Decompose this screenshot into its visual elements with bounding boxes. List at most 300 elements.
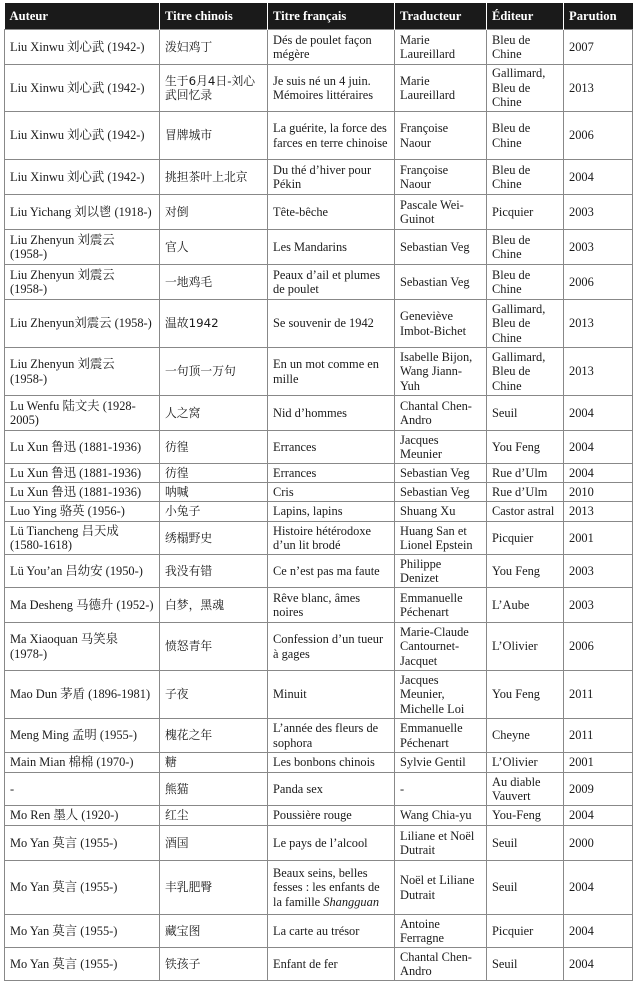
table-body xyxy=(5,30,633,981)
cell-text: Chantal Chen-Andro xyxy=(400,398,472,427)
header-editeur: Éditeur xyxy=(487,3,564,30)
cell-text: 人之窝 xyxy=(165,405,201,420)
cell-text: Gallimard, Bleu de Chine xyxy=(492,349,546,393)
cell-traducteur xyxy=(395,522,487,555)
cell-text: Le pays de l’alcool xyxy=(273,835,368,850)
cell-text: Je suis né un 4 juin. Mémoires littéraires xyxy=(273,73,374,102)
cell-text: 一地鸡毛 xyxy=(165,274,213,289)
cell-text: Confession d’un tueur à gages xyxy=(273,632,384,661)
cell-titre-chinois xyxy=(160,522,268,555)
cell-text: 丰乳肥臀 xyxy=(165,880,213,895)
cell-text: Sebastian Veg xyxy=(400,465,470,480)
table-row xyxy=(5,719,633,753)
cell-editeur xyxy=(487,483,564,502)
cell-text: Mo Yan 莫言 (1955-) xyxy=(10,923,118,938)
cell-traducteur xyxy=(395,555,487,588)
cell-auteur xyxy=(5,502,160,522)
cell-text: Antoine Ferragne xyxy=(400,916,445,945)
cell-auteur xyxy=(5,265,160,300)
cell-text: Bleu de Chine xyxy=(492,232,531,261)
table-row xyxy=(5,623,633,671)
cell-text: You-Feng xyxy=(492,808,542,823)
cell-text: 2009 xyxy=(569,781,594,796)
cell-text: Liu Xinwu 刘心武 (1942-) xyxy=(10,128,145,143)
cell-editeur xyxy=(487,623,564,671)
cell-parution xyxy=(564,265,633,300)
table-row xyxy=(5,555,633,588)
cell-titre-chinois xyxy=(160,396,268,431)
cell-text: Rue d’Ulm xyxy=(492,484,548,499)
cell-auteur xyxy=(5,861,160,915)
cell-traducteur xyxy=(395,502,487,522)
cell-text: 2004 xyxy=(569,808,594,823)
cell-text: Errances xyxy=(273,439,317,454)
cell-text: 生于6月4日-刘心武回忆录 xyxy=(165,73,256,102)
cell-text: Noël et Liliane Dutrait xyxy=(400,873,475,902)
table-row xyxy=(5,300,633,348)
cell-text: Mo Yan 莫言 (1955-) xyxy=(10,880,118,895)
cell-auteur xyxy=(5,671,160,719)
cell-text: You Feng xyxy=(492,563,540,578)
cell-auteur xyxy=(5,522,160,555)
cell-text: 2004 xyxy=(569,465,594,480)
cell-text: 糖 xyxy=(165,755,177,770)
table-header xyxy=(5,3,633,30)
cell-text: 彷徨 xyxy=(165,439,189,454)
cell-text: Seuil xyxy=(492,835,518,850)
cell-text: Emmanuelle Péchenart xyxy=(400,590,463,619)
table-row xyxy=(5,265,633,300)
cell-text: Luo Ying 骆英 (1956-) xyxy=(10,504,125,519)
cell-titre-chinois xyxy=(160,719,268,753)
cell-editeur xyxy=(487,502,564,522)
header-titre-francais: Titre français xyxy=(268,3,395,30)
cell-parution xyxy=(564,464,633,483)
cell-editeur xyxy=(487,431,564,464)
cell-traducteur xyxy=(395,30,487,65)
cell-traducteur xyxy=(395,915,487,948)
translations-table xyxy=(4,3,633,981)
cell-text: 2013 xyxy=(569,80,594,95)
cell-text: Au diable Vauvert xyxy=(492,774,541,803)
cell-traducteur xyxy=(395,195,487,230)
table-row xyxy=(5,522,633,555)
cell-traducteur xyxy=(395,300,487,348)
table-row xyxy=(5,502,633,522)
table-row xyxy=(5,230,633,265)
cell-traducteur xyxy=(395,265,487,300)
cell-text: Mo Ren 墨人 (1920-) xyxy=(10,808,119,823)
cell-text: 2001 xyxy=(569,755,594,770)
cell-auteur xyxy=(5,623,160,671)
cell-text: You Feng xyxy=(492,687,540,702)
cell-text: 2013 xyxy=(569,504,594,519)
cell-auteur xyxy=(5,348,160,396)
cell-auteur xyxy=(5,806,160,826)
cell-text: Ma Desheng 马德升 (1952-) xyxy=(10,597,154,612)
cell-titre-francais xyxy=(268,195,395,230)
cell-text: La carte au trésor xyxy=(273,923,360,938)
cell-editeur xyxy=(487,806,564,826)
cell-parution xyxy=(564,588,633,623)
cell-text: Jacques Meunier, Michelle Loi xyxy=(400,672,465,716)
cell-editeur xyxy=(487,915,564,948)
cell-parution xyxy=(564,522,633,555)
cell-text: Seuil xyxy=(492,956,518,971)
table-row xyxy=(5,112,633,160)
cell-text: 2004 xyxy=(569,956,594,971)
cell-editeur xyxy=(487,719,564,753)
cell-auteur xyxy=(5,915,160,948)
cell-editeur xyxy=(487,773,564,806)
cell-text: En un mot comme en mille xyxy=(273,357,379,386)
cell-text: Lu Xun 鲁迅 (1881-1936) xyxy=(10,484,142,499)
cell-text: 红尘 xyxy=(165,808,189,823)
cell-titre-francais xyxy=(268,112,395,160)
cell-text: Marie Laureillard xyxy=(400,73,456,102)
cell-text: Minuit xyxy=(273,687,307,702)
cell-parution xyxy=(564,160,633,195)
table-row xyxy=(5,948,633,981)
table-row xyxy=(5,915,633,948)
cell-text: 我没有错 xyxy=(165,563,213,578)
cell-text: Lü Tiancheng 吕天成 (1580-1618) xyxy=(10,523,119,552)
cell-text: - xyxy=(10,781,15,796)
cell-text: Marie Laureillard xyxy=(400,32,456,61)
cell-auteur xyxy=(5,588,160,623)
cell-titre-francais xyxy=(268,483,395,502)
cell-text: 2003 xyxy=(569,239,594,254)
cell-titre-chinois xyxy=(160,230,268,265)
cell-text: 2013 xyxy=(569,364,594,379)
cell-text: 愤怒青年 xyxy=(165,639,213,654)
cell-titre-francais xyxy=(268,65,395,112)
cell-text: Seuil xyxy=(492,405,518,420)
cell-text: Chantal Chen-Andro xyxy=(400,949,472,978)
cell-text: Picquier xyxy=(492,204,534,219)
cell-editeur xyxy=(487,671,564,719)
table-row xyxy=(5,806,633,826)
cell-titre-chinois xyxy=(160,671,268,719)
cell-text: Liu Zhenyun 刘震云 (1958-) xyxy=(10,357,115,386)
cell-text: Castor astral xyxy=(492,504,555,519)
cell-text: 2004 xyxy=(569,923,594,938)
cell-auteur xyxy=(5,431,160,464)
cell-titre-francais xyxy=(268,160,395,195)
cell-parution xyxy=(564,671,633,719)
cell-auteur xyxy=(5,555,160,588)
cell-titre-chinois xyxy=(160,112,268,160)
header-auteur: Auteur xyxy=(5,3,160,30)
cell-traducteur xyxy=(395,348,487,396)
cell-text: Ma Xiaoquan 马笑泉 (1978-) xyxy=(10,632,119,661)
cell-text: Peaux d’ail et plumes de poulet xyxy=(273,267,381,296)
cell-traducteur xyxy=(395,483,487,502)
cell-parution xyxy=(564,753,633,773)
cell-editeur xyxy=(487,65,564,112)
cell-titre-francais xyxy=(268,753,395,773)
cell-parution xyxy=(564,483,633,502)
cell-titre-chinois xyxy=(160,65,268,112)
cell-text: You Feng xyxy=(492,439,540,454)
cell-auteur xyxy=(5,773,160,806)
cell-text: 绣榻野史 xyxy=(165,530,213,545)
cell-titre-chinois xyxy=(160,806,268,826)
cell-editeur xyxy=(487,160,564,195)
cell-text: 2004 xyxy=(569,169,594,184)
table-row xyxy=(5,348,633,396)
cell-titre-francais xyxy=(268,861,395,915)
cell-text: 2004 xyxy=(569,405,594,420)
cell-editeur xyxy=(487,112,564,160)
cell-text: 2006 xyxy=(569,639,594,654)
cell-text: 一句顶一万句 xyxy=(165,364,236,379)
cell-text: Shuang Xu xyxy=(400,504,456,519)
cell-text: Mo Yan 莫言 (1955-) xyxy=(10,835,118,850)
table-row xyxy=(5,396,633,431)
cell-editeur xyxy=(487,348,564,396)
cell-text: Liu Zhenyun刘震云 (1958-) xyxy=(10,316,152,331)
cell-text: Mao Dun 茅盾 (1896-1981) xyxy=(10,687,151,702)
cell-text: Enfant de fer xyxy=(273,956,338,971)
cell-text: 2004 xyxy=(569,439,594,454)
cell-parution xyxy=(564,230,633,265)
cell-text: 2006 xyxy=(569,128,594,143)
cell-editeur xyxy=(487,195,564,230)
cell-titre-chinois xyxy=(160,623,268,671)
cell-text: Lapins, lapins xyxy=(273,504,343,519)
cell-text: 挑担茶叶上北京 xyxy=(165,169,248,184)
cell-titre-francais xyxy=(268,230,395,265)
cell-titre-chinois xyxy=(160,431,268,464)
cell-titre-francais xyxy=(268,588,395,623)
cell-editeur xyxy=(487,753,564,773)
cell-text: L’Olivier xyxy=(492,755,538,770)
cell-text: L’Olivier xyxy=(492,639,538,654)
cell-text: 2003 xyxy=(569,204,594,219)
cell-auteur xyxy=(5,160,160,195)
cell-parution xyxy=(564,195,633,230)
cell-parution xyxy=(564,300,633,348)
cell-text: 藏宝图 xyxy=(165,923,201,938)
table-row xyxy=(5,30,633,65)
cell-auteur xyxy=(5,230,160,265)
cell-auteur xyxy=(5,396,160,431)
cell-text: Bleu de Chine xyxy=(492,162,531,191)
cell-text: Isabelle Bijon, Wang Jiann-Yuh xyxy=(400,349,473,393)
cell-titre-chinois xyxy=(160,160,268,195)
cell-traducteur xyxy=(395,861,487,915)
cell-text: 冒牌城市 xyxy=(165,128,213,143)
cell-titre-francais xyxy=(268,719,395,753)
cell-editeur xyxy=(487,300,564,348)
cell-titre-francais xyxy=(268,671,395,719)
cell-text: 槐花之年 xyxy=(165,728,213,743)
cell-titre-francais xyxy=(268,915,395,948)
cell-traducteur xyxy=(395,588,487,623)
cell-text: 2007 xyxy=(569,39,594,54)
cell-auteur xyxy=(5,30,160,65)
cell-parution xyxy=(564,348,633,396)
cell-parution xyxy=(564,773,633,806)
cell-titre-chinois xyxy=(160,300,268,348)
cell-parution xyxy=(564,112,633,160)
cell-titre-francais xyxy=(268,464,395,483)
cell-traducteur xyxy=(395,230,487,265)
cell-text: L’année des fleurs de sophora xyxy=(273,721,379,750)
cell-auteur xyxy=(5,300,160,348)
cell-text: 泼妇鸡丁 xyxy=(165,39,213,54)
cell-auteur xyxy=(5,112,160,160)
table-row xyxy=(5,753,633,773)
cell-text: Sebastian Veg xyxy=(400,484,470,499)
cell-titre-chinois xyxy=(160,30,268,65)
cell-text: Bleu de Chine xyxy=(492,121,531,150)
cell-parution xyxy=(564,431,633,464)
cell-text: 呐喊 xyxy=(165,484,189,499)
cell-text: 熊猫 xyxy=(165,781,189,796)
cell-traducteur xyxy=(395,753,487,773)
cell-text: Rue d’Ulm xyxy=(492,465,548,480)
cell-text: 2000 xyxy=(569,835,594,850)
cell-titre-francais xyxy=(268,265,395,300)
cell-text: Dés de poulet façon mégère xyxy=(273,32,372,61)
cell-traducteur xyxy=(395,623,487,671)
cell-titre-francais xyxy=(268,806,395,826)
cell-auteur xyxy=(5,826,160,861)
cell-titre-chinois xyxy=(160,588,268,623)
cell-text: 2001 xyxy=(569,530,594,545)
cell-traducteur xyxy=(395,431,487,464)
cell-text: 小兔子 xyxy=(165,504,201,519)
cell-text: 子夜 xyxy=(165,687,189,702)
table-row xyxy=(5,65,633,112)
cell-editeur xyxy=(487,555,564,588)
cell-parution xyxy=(564,861,633,915)
cell-text: Sylvie Gentil xyxy=(400,755,466,770)
cell-editeur xyxy=(487,861,564,915)
cell-text: Main Mian 棉棉 (1970-) xyxy=(10,755,134,770)
cell-text: 白梦，黑魂 xyxy=(165,597,224,612)
cell-titre-francais xyxy=(268,826,395,861)
cell-titre-francais xyxy=(268,623,395,671)
cell-parution xyxy=(564,396,633,431)
cell-editeur xyxy=(487,588,564,623)
cell-titre-francais xyxy=(268,348,395,396)
cell-auteur xyxy=(5,195,160,230)
cell-auteur xyxy=(5,483,160,502)
cell-text: Philippe Denizet xyxy=(400,556,442,585)
cell-traducteur xyxy=(395,948,487,981)
cell-editeur xyxy=(487,30,564,65)
cell-text: Liu Xinwu 刘心武 (1942-) xyxy=(10,39,145,54)
cell-text: Liu Xinwu 刘心武 (1942-) xyxy=(10,169,145,184)
cell-traducteur xyxy=(395,773,487,806)
cell-text: Liu Yichang 刘以鬯 (1918-) xyxy=(10,204,152,219)
header-titre-chinois: Titre chinois xyxy=(160,3,268,30)
cell-text: Pascale Wei-Guinot xyxy=(400,197,464,226)
cell-titre-francais xyxy=(268,773,395,806)
cell-titre-chinois xyxy=(160,483,268,502)
cell-parution xyxy=(564,30,633,65)
cell-parution xyxy=(564,915,633,948)
cell-text: Mo Yan 莫言 (1955-) xyxy=(10,956,118,971)
cell-titre-chinois xyxy=(160,753,268,773)
cell-parution xyxy=(564,948,633,981)
cell-auteur xyxy=(5,753,160,773)
cell-editeur xyxy=(487,265,564,300)
cell-traducteur xyxy=(395,65,487,112)
cell-text: 对倒 xyxy=(165,204,189,219)
cell-titre-francais xyxy=(268,555,395,588)
table-row xyxy=(5,195,633,230)
table-row xyxy=(5,464,633,483)
cell-titre-chinois xyxy=(160,265,268,300)
cell-text: Gallimard, Bleu de Chine xyxy=(492,301,546,345)
cell-editeur xyxy=(487,396,564,431)
cell-text: Marie-Claude Cantournet-Jacquet xyxy=(400,624,469,668)
cell-parution xyxy=(564,502,633,522)
cell-text: 2004 xyxy=(569,880,594,895)
cell-auteur xyxy=(5,65,160,112)
cell-text: 2011 xyxy=(569,687,594,702)
cell-titre-francais xyxy=(268,396,395,431)
cell-text: Meng Ming 孟明 (1955-) xyxy=(10,728,137,743)
cell-text: Sebastian Veg xyxy=(400,274,470,289)
cell-traducteur xyxy=(395,719,487,753)
cell-traducteur xyxy=(395,806,487,826)
table-row xyxy=(5,483,633,502)
header-row xyxy=(5,3,633,30)
cell-titre-francais xyxy=(268,522,395,555)
cell-traducteur xyxy=(395,826,487,861)
cell-text: Rêve blanc, âmes noires xyxy=(273,590,361,619)
cell-editeur xyxy=(487,464,564,483)
cell-text: Liu Xinwu 刘心武 (1942-) xyxy=(10,80,145,95)
cell-titre-francais xyxy=(268,948,395,981)
cell-text: Ce n’est pas ma faute xyxy=(273,563,380,578)
cell-text: Cris xyxy=(273,484,294,499)
cell-text: Picquier xyxy=(492,923,534,938)
cell-text: 酒国 xyxy=(165,835,189,850)
cell-text: 2010 xyxy=(569,484,594,499)
cell-auteur xyxy=(5,948,160,981)
cell-titre-chinois xyxy=(160,348,268,396)
table-row xyxy=(5,160,633,195)
cell-editeur xyxy=(487,230,564,265)
cell-text: Emmanuelle Péchenart xyxy=(400,721,463,750)
cell-text: Lü You’an 吕幼安 (1950-) xyxy=(10,563,143,578)
cell-traducteur xyxy=(395,396,487,431)
header-traducteur: Traducteur xyxy=(395,3,487,30)
cell-text: Wang Chia-yu xyxy=(400,808,472,823)
cell-text: Cheyne xyxy=(492,728,530,743)
cell-text: 2013 xyxy=(569,316,594,331)
cell-titre-chinois xyxy=(160,195,268,230)
cell-titre-chinois xyxy=(160,826,268,861)
cell-traducteur xyxy=(395,464,487,483)
cell-titre-chinois xyxy=(160,861,268,915)
cell-titre-chinois xyxy=(160,948,268,981)
cell-text: 铁孩子 xyxy=(165,956,201,971)
table-row xyxy=(5,861,633,915)
cell-text: Liu Zhenyun 刘震云 (1958-) xyxy=(10,232,115,261)
cell-text: Beaux seins, belles fesses : les enfants de la famille xyxy=(273,865,380,909)
table-row xyxy=(5,773,633,806)
cell-traducteur xyxy=(395,671,487,719)
cell-text: Nid d’hommes xyxy=(273,405,347,420)
cell-traducteur xyxy=(395,112,487,160)
